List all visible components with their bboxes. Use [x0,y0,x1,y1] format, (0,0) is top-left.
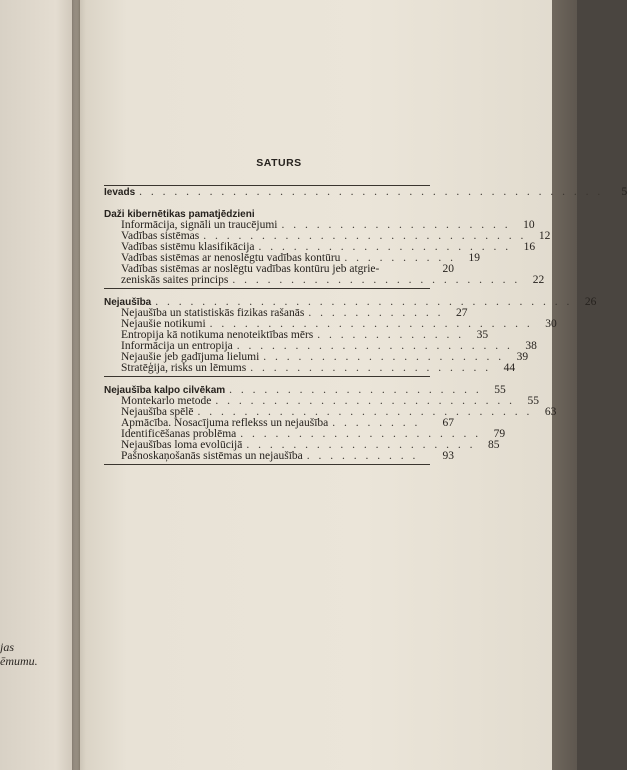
toc-page-number: 12 [538,230,551,242]
toc-page-number: 38 [525,340,537,352]
leader-dots: . . . . . . . . . . . . . . . . . . . . [281,219,511,231]
left-page-margin-text: jas [0,640,15,654]
toc-section [104,209,551,286]
toc-section-title: Nejaušība kalpo cilvēkam [104,385,226,396]
toc-page-number: 55 [494,384,506,396]
toc-entry-label: Nejaušība un statistiskās fizikas rašanās [121,307,305,319]
toc-section-title: Ievads [104,187,136,198]
leader-dots: . . . . . . . . . . . . . . . . . . . . . . . . [236,340,513,352]
leader-dots: . . . . . . . . . . . . . . . . . . . . . . . . . . . . . . . . . . . . [155,296,573,308]
toc-entry-label: Montekarlo metode [121,395,212,407]
leader-dots: . . . . . . . . . . [344,252,457,264]
leader-dots: . . . . . . . . . . . . . . . . . . . . . . [229,384,482,396]
toc-entry-label: Vadības sistēmas ar nenoslēgtu vadības kontūru [121,252,341,264]
toc-section-title: Daži kibernētikas pamatjēdzieni [104,209,255,220]
toc-entry-label: Stratēģija, risks un lēmums [121,362,247,374]
leader-dots: . . . . . . . . . . . . . . . . . . . . . [250,362,492,374]
toc-entry-label: Vadības sistēmas [121,230,200,242]
toc-entry [104,274,545,286]
toc-page-number: 39 [516,351,529,363]
toc-page-number: 27 [455,307,468,319]
toc-entry-label: Nejaušība spēlē [121,406,194,418]
book-gutter [72,0,86,770]
leader-dots: . . . . . . . . . . . . . . . . . . . . [246,439,476,451]
toc-page-number: 30 [545,318,557,330]
toc-page-number: 44 [503,362,516,374]
toc-page-number: 19 [468,252,481,264]
toc-entry-label: Nejaušie jeb gadījuma lielumi [121,351,260,363]
table-edge [552,0,577,770]
toc-section [104,384,557,462]
leader-dots: . . . . . . . . . . . . . . . . . . . . . . [258,241,512,253]
toc-title: SATURS [256,157,302,169]
toc-page-number: 5 [621,186,627,198]
toc-entry [104,186,627,198]
toc-section [104,186,627,198]
leader-dots: . . . . . . . . . . . . . . . . . . . . . . . . . . [215,395,516,407]
leader-dots: . . . . . . . . . . . . . . . . . . . . . [263,351,505,363]
toc-page-number: 26 [584,296,597,308]
toc-page-number: 63 [544,406,557,418]
toc-entry [104,362,516,374]
toc-page-number: 35 [476,329,489,341]
toc-page-number: 93 [442,450,454,462]
leader-dots: . . . . . . . . . . . . . . . . . . . . . . . . . . . . . . . . . . . . . . . . [139,186,604,198]
toc-page-number: 20 [442,263,454,275]
toc-entry-label: Entropija kā notikuma nenoteiktības mērs [121,329,314,341]
toc-entry-label: Vadības sistēmas ar noslēgtu vadības kontūru jeb atgrie- [121,263,380,275]
toc-page-number: 22 [532,274,545,286]
toc-entry-label: Apmācība. Nosacījuma reflekss un nejaušība [121,417,329,429]
toc-entry-label: Pašnoskaņošanās sistēmas un nejaušība [121,450,303,462]
left-page-margin-text: ēmumu. [0,654,38,668]
divider [104,464,430,465]
table-of-contents [104,157,627,473]
leader-dots: . . . . . . . . . . . . . . . . . . . . . . . . . . . . [203,230,527,242]
toc-page-number: 16 [523,241,536,253]
toc-entry [104,451,454,462]
divider [104,288,430,289]
toc-entry-label: Informācija un entropija [121,340,233,352]
toc-entry-label: Informācija, signāli un traucējumi [121,219,278,231]
toc-entry-label: Nejaušības loma evolūcijā [121,439,243,451]
leader-dots: . . . . . . . . . . . . . . . . . . . . . . . . . . . . . [197,406,533,418]
leader-dots: . . . . . . . . . . . . . . . . . . . . . [240,428,482,440]
toc-entry-label: Identificēšanas problēma [121,428,237,440]
leader-dots: . . . . . . . . . . . . . . . . . . . . . . . . . [232,274,521,286]
toc-page-number: 79 [493,428,506,440]
divider [104,376,430,377]
leader-dots: . . . . . . . . . . [306,450,419,462]
leader-dots: . . . . . . . . [332,417,421,429]
left-page [0,0,80,770]
toc-page-number: 55 [527,395,540,407]
toc-page-number: 67 [442,417,454,429]
toc-section [104,296,597,374]
toc-page-number: 85 [487,439,500,451]
toc-section-title: Nejaušība [104,297,152,308]
toc-page-number: 10 [523,219,535,231]
leader-dots: . . . . . . . . . . . . . [317,329,465,341]
leader-dots: . . . . . . . . . . . . . . . . . . . . . . . . . . . . [209,318,533,330]
toc-entry-label: zeniskās saites princips [121,274,229,286]
toc-entry-label: Nejaušie notikumi [121,318,206,330]
toc-entry-label: Vadības sistēmu klasifikācija [121,241,255,253]
leader-dots: . . . . . . . . . . . . [308,307,444,319]
